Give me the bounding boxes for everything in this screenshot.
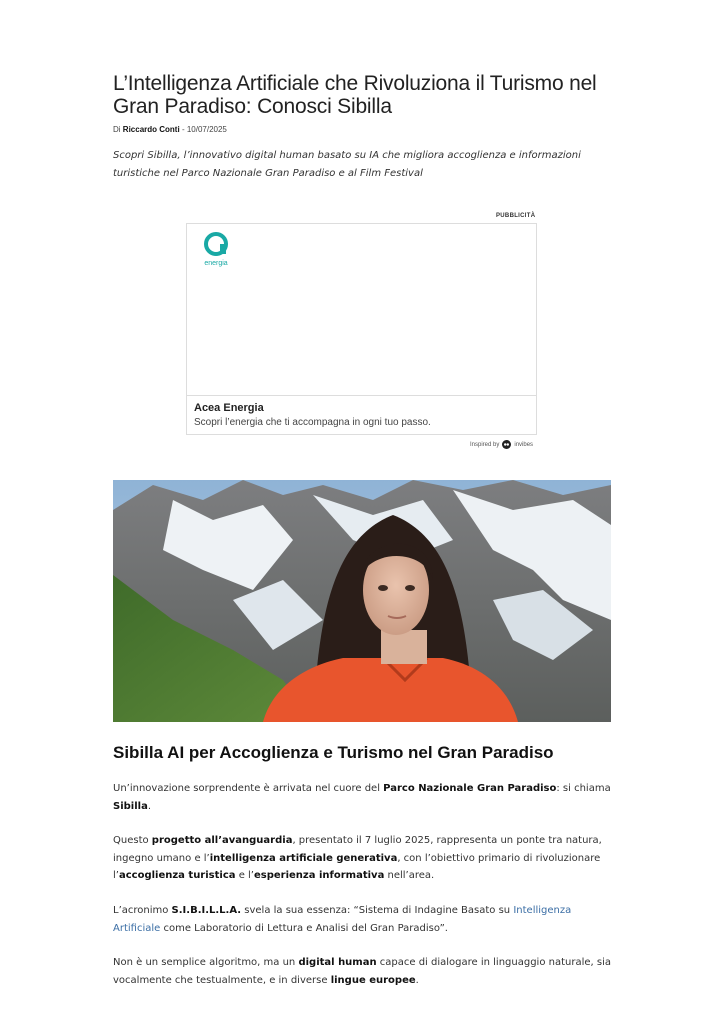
byline <box>113 125 227 134</box>
ad-divider <box>187 395 536 396</box>
paragraph-4: Non è un semplice algoritmo, ma un digital human capace di dialogare in linguaggio naturale, sia vocalmente che testualmente, e in diverse lingue europee. <box>113 957 611 986</box>
inspired-by-text: Inspired by <box>470 441 500 448</box>
hero-image <box>113 480 611 722</box>
invibes-brand: invibes <box>514 441 534 448</box>
ad-label: PUBBLICITÀ <box>496 213 536 219</box>
byline-separator: - <box>181 125 185 134</box>
publish-date: 10/07/2025 <box>186 125 227 134</box>
ad-banner[interactable] <box>186 223 537 435</box>
article-lead: Scopri Sibilla, l’innovativo digital human basato su IA che migliora accoglienza e informazioni turistiche nel Parco Nazionale Gran Paradiso e al Film Festival <box>113 150 581 179</box>
paragraph-2: Questo progetto all’avanguardia, presentato il 7 luglio 2025, rappresenta un ponte tra natura, ingegno umano e l’intelligenza artificiale generativa, con l’obiettivo primario di rivoluzionare l’accoglienza turistica e l’esperienza informativa nell’area. <box>113 835 602 881</box>
invibes-icon <box>502 440 511 449</box>
paragraph-1: Un’innovazione sorprendente è arrivata nel cuore del Parco Nazionale Gran Paradiso: si chiama Sibilla. <box>113 783 611 812</box>
section-heading: Sibilla AI per Accoglienza e Turismo nel Gran Paradiso <box>113 743 554 762</box>
article-title: L’Intelligenza Artificiale che Rivoluziona il Turismo nel Gran Paradiso: Conosci Sibilla <box>113 72 597 118</box>
ad-attribution[interactable] <box>470 440 533 449</box>
logo-text: energia <box>204 260 228 267</box>
author-link[interactable]: Riccardo Conti <box>122 125 180 134</box>
ad-advertiser-name[interactable]: Acea Energia <box>194 402 264 414</box>
acea-energia-logo <box>203 231 229 267</box>
paragraph-3: L’acronimo S.I.B.I.L.L.A. svela la sua essenza: “Sistema di Indagine Basato su Intelligenza Artificiale come Laboratorio di Lettura e Analisi del Gran Paradiso”. <box>113 905 572 934</box>
byline-prefix: Di <box>113 125 121 134</box>
ad-tagline: Scopri l’energia che ti accompagna in ogni tuo passo. <box>194 417 431 428</box>
ai-link[interactable]: Intelligenza Artificiale <box>113 905 572 934</box>
